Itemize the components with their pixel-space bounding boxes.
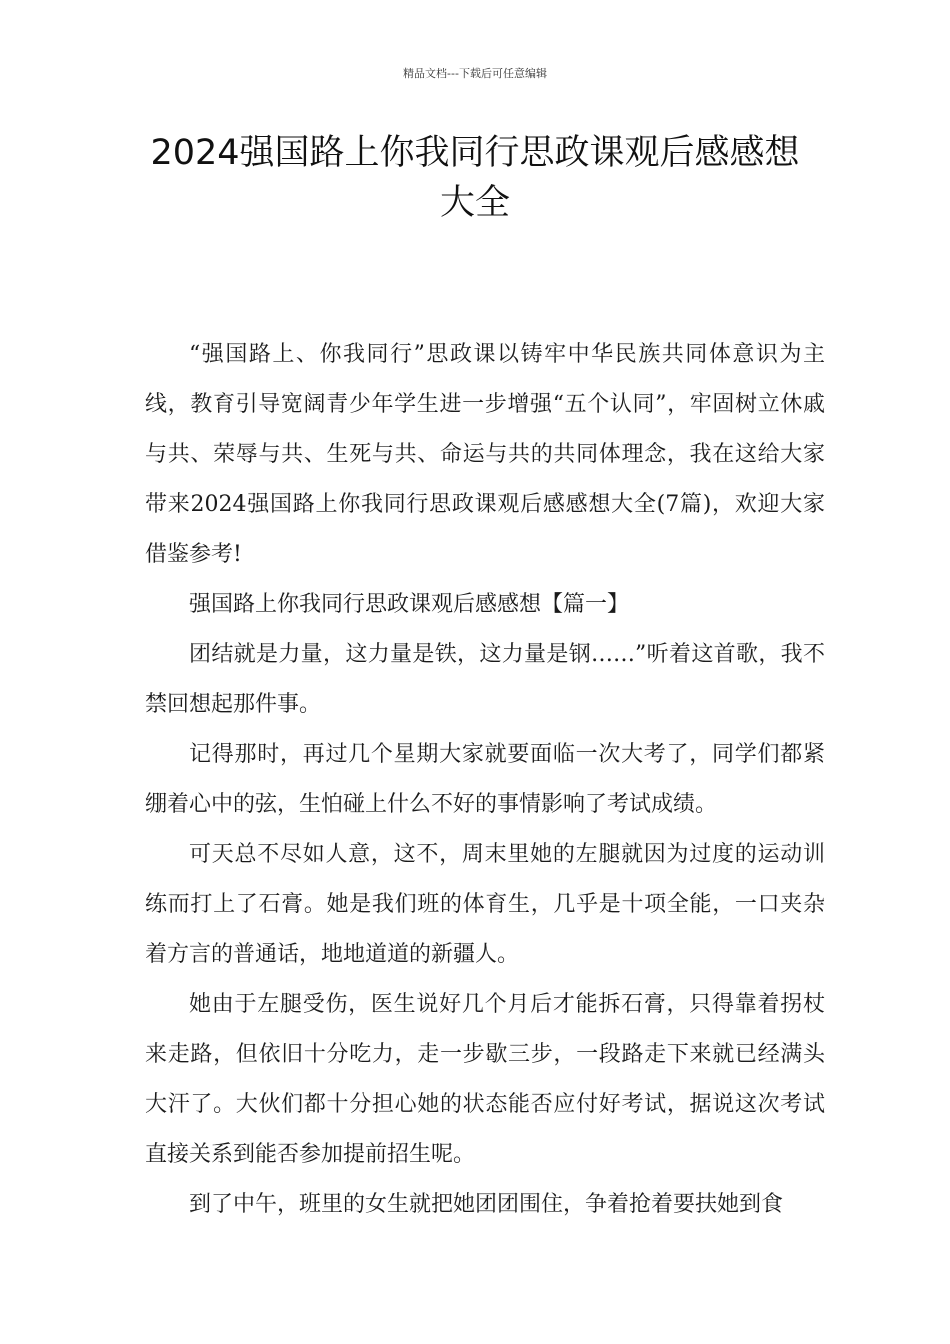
body-paragraph: 记得那时，再过几个星期大家就要面临一次大考了，同学们都紧绷着心中的弦，生怕碰上什么不好的事情影响了考试成绩。 bbox=[145, 742, 825, 817]
document-body bbox=[145, 330, 825, 1230]
intro-paragraph: “强国路上、你我同行”思政课以铸牢中华民族共同体意识为主线，教育引导宽阔青少年学生进一步增强“五个认同”，牢固树立休戚与共、荣辱与共、生死与共、命运与共的共同体理念，我在这给大家带来2024强国路上你我同行思政课观后感感想大全(7篇)，欢迎大家借鉴参考! bbox=[145, 342, 825, 567]
body-paragraph: 她由于左腿受伤，医生说好几个月后才能拆石膏，只得靠着拐杖来走路，但依旧十分吃力，走一步歇三步，一段路走下来就已经满头大汗了。大伙们都十分担心她的状态能否应付好考试，据说这次考试直接关系到能否参加提前招生呢。 bbox=[145, 992, 825, 1167]
body-paragraph: 团结就是力量，这力量是铁，这力量是钢……”听着这首歌，我不禁回想起那件事。 bbox=[145, 642, 825, 717]
body-paragraph: 可天总不尽如人意，这不，周末里她的左腿就因为过度的运动训练而打上了石膏。她是我们班的体育生，几乎是十项全能，一口夹杂着方言的普通话，地地道道的新疆人。 bbox=[145, 842, 825, 967]
header-note: 精品文档---下载后可任意编辑 bbox=[403, 67, 547, 80]
section-heading: 强国路上你我同行思政课观后感感想【篇一】 bbox=[189, 592, 630, 617]
body-paragraph: 到了中午，班里的女生就把她团团围住，争着抢着要扶她到食 bbox=[189, 1192, 784, 1217]
document-title: 2024强国路上你我同行思政课观后感感想大全 bbox=[150, 133, 800, 223]
